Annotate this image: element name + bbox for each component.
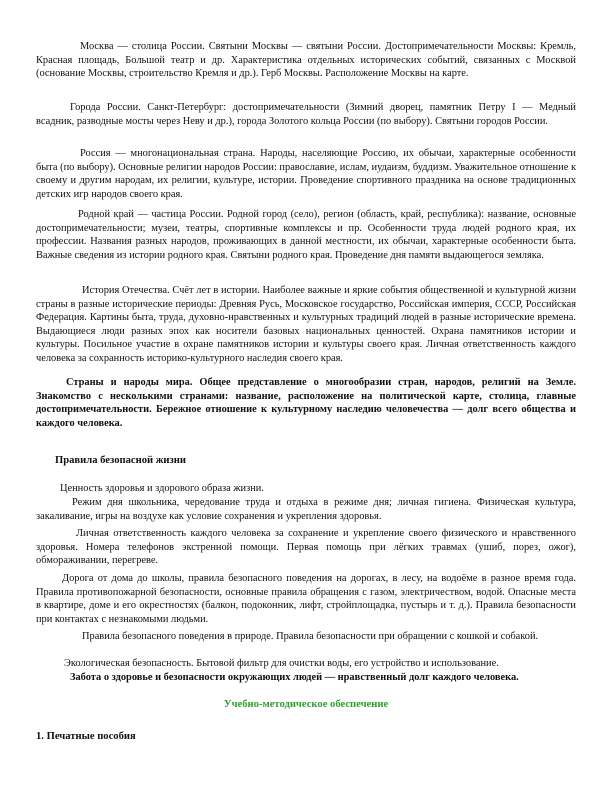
paragraph-nature-safety: Правила безопасного поведения в природе. Правила безопасности при обращении с кошкой и собакой. — [82, 631, 539, 642]
paragraph-road-safety: Дорога от дома до школы, правила безопасного поведения на дорогах, в лесу, на водоёме в разное время года. Правила противопожарной безопасности, основные правила обращения с газом, электричеством, водой. Опасные места в квартире, доме и его окрестностях (балкон, подоконник, лифт, стройплощадка, пустырь и т. д.). Правила безопасности при контактах с незнакомыми людьми. — [36, 573, 576, 625]
paragraph-responsibility: Личная ответственность каждого человека за сохранение и укрепление своего физического и нравственного здоровья. Номера телефонов экстренной помощи. Первая помощь при лёгких травмах (ушиб, порез, ожог), обмораживании, перегреве. — [36, 528, 576, 567]
paragraph-countries: Страны и народы мира. Общее представление о многообразии стран, народов, религий на Земле. Знакомство с несколькими странами: название, расположение на политической карте, столица, главные достопримечательности. Бережное отношение к культурному наследию человечества — долг всего общества и каждого человека. — [36, 377, 576, 429]
paragraph-multinational: Россия — многонациональная страна. Народы, населяющие Россию, их обычаи, характерные особенности быта (по выбору). Основные религии народов России: православие, ислам, иудаизм, буддизм. Уважительное отношение к своему и другим народам, их религии, культуре, истории. Проведение спортивного праздника на основе традиционных детских игр народов своего края. — [36, 148, 576, 200]
paragraph-care-duty: Забота о здоровье и безопасности окружающих людей — нравственный долг каждого человека. — [70, 672, 519, 683]
heading-methodical-support: Учебно-методическое обеспечение — [223, 699, 389, 710]
paragraph-daily-routine: Режим дня школьника, чередование труда и отдыха в режиме дня; личная гигиена. Физическая культура, закаливание, игры на воздухе как условие сохранения и укрепления здоровья. — [36, 497, 576, 522]
heading-printed-materials: 1. Печатные пособия — [36, 731, 136, 742]
paragraph-history: История Отечества. Счёт лет в истории. Наиболее важные и яркие события общественной и культурной жизни страны в разные исторические периоды: Древняя Русь, Московское государство, Российская империя, СССР, Российская Федерация. Картины быта, труда, духовно-нравственных и культурных традиций людей в разные исторические времена. Выдающиеся люди разных эпох как носители базовых национальных ценностей. Охрана памятников истории и культуры. Посильное участие в охране памятников истории и культуры своего края. Личная ответственность каждого человека за сохранность историко-культурного наследия своего края. — [36, 285, 576, 364]
paragraph-native-land: Родной край — частица России. Родной город (село), регион (область, край, республика): название, основные достопримечательности; музеи, театры, спортивные комплексы и пр. Особенности труда людей родного края, их профессии. Названия разных народов, проживающих в данной местности, их обычаи, характерные особенности быта. Важные сведения из истории родного края. Святыни родного края. Проведение дня памяти выдающегося земляка. — [36, 209, 576, 261]
paragraph-cities: Города России. Санкт-Петербург: достопримечательности (Зимний дворец, памятник Петру I — Медный всадник, разводные мосты через Неву и др.), города Золотого кольца России (по выбору). Святыни городов России. — [36, 102, 576, 127]
heading-safety-rules: Правила безопасной жизни — [55, 455, 186, 466]
paragraph-ecology: Экологическая безопасность. Бытовой фильтр для очистки воды, его устройство и использование. — [64, 658, 499, 669]
paragraph-health-value: Ценность здоровья и здорового образа жизни. — [60, 483, 264, 494]
paragraph-moscow: Москва — столица России. Святыни Москвы — святыни России. Достопримечательности Москвы: Кремль, Красная площадь, Большой театр и др. Характеристика отдельных исторических событий, связанных с Москвой (основание Москвы, строительство Кремля и др.). Герб Москвы. Расположение Москвы на карте. — [36, 41, 576, 80]
